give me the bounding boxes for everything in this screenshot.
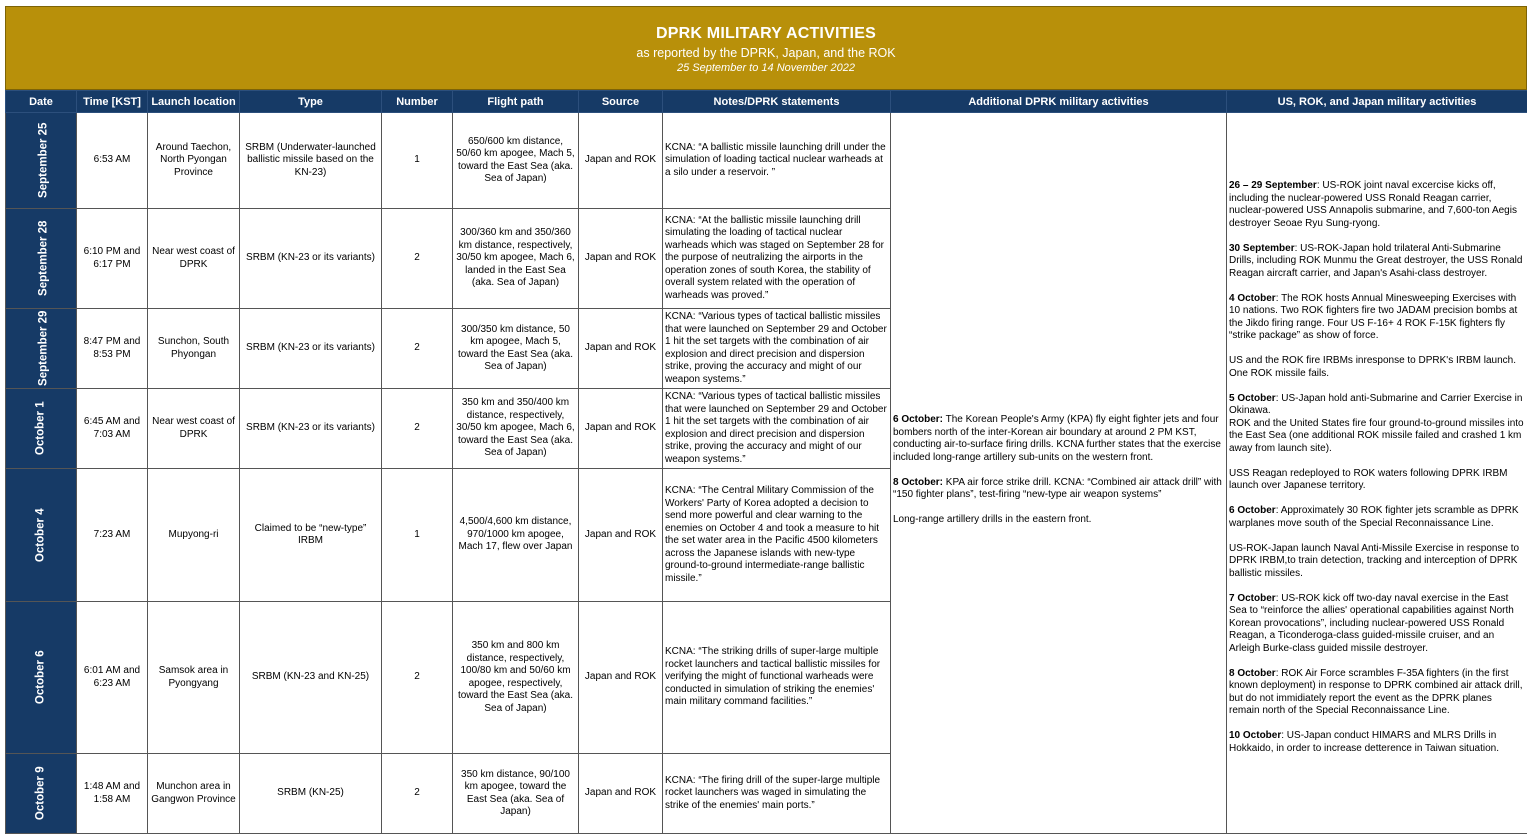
row-date: October 9 <box>34 766 47 821</box>
row-notes: KCNA: “The striking drills of super-large multiple rocket launchers and tactical ballistic missiles for verifying the might of functional warheads were conducted in simulation of striking the enemies' main military command facilities.” <box>663 602 891 754</box>
allied-entry <box>1229 668 1525 718</box>
row-notes: KCNA: “The firing drill of the super-large multiple rocket launchers was waged in simulating the strike of the enemies' main ports.” <box>663 754 891 834</box>
row-type: SRBM (KN-23 or its variants) <box>240 309 382 389</box>
allied-entry <box>1229 393 1525 418</box>
row-date: October 6 <box>34 650 47 705</box>
row-source: Japan and ROK <box>579 469 663 602</box>
title-banner <box>5 6 1527 90</box>
col-header-date: Date <box>6 91 77 113</box>
row-date: October 1 <box>34 401 47 456</box>
entry-date: 5 October <box>1229 392 1276 404</box>
additional-entry <box>893 514 1224 527</box>
row-number: 2 <box>382 209 453 309</box>
allied-activities <box>1227 113 1528 834</box>
row-type: SRBM (KN-23 or its variants) <box>240 389 382 469</box>
row-location: Near west coast of DPRK <box>148 389 240 469</box>
row-flight: 350 km and 800 km distance, respectively, 100/80 km and 50/60 km apogee, respectively, toward the East Sea (aka. Sea of Japan) <box>453 602 579 754</box>
entry-date: 6 October <box>1229 505 1276 516</box>
entry-text: : ROK Air Force scrambles F-35A fighters (in the first known deployment) in response to DPRK combined air attack drill, but do not immidiately report the event as the DPRK planes remain north of the Special Reconnaissance Line. <box>1229 667 1523 716</box>
row-location: Around Taechon, North Pyongan Province <box>148 113 240 209</box>
entry-text: : The ROK hosts Annual Minesweeping Exercises with 10 nations. Two ROK fighters fire two JADAM precision bombs at the Jikdo firing range. Four US F-16+ 4 ROK F-15K fighters fly “strike package” as show of force. <box>1229 292 1518 341</box>
allied-entry <box>1229 730 1525 755</box>
allied-entry <box>1229 180 1525 230</box>
row-date: September 29 <box>37 310 50 387</box>
entry-text: KPA air force strike drill. KCNA: “Combined air attack drill” with “150 fighter plans”, test-firing “new-type air weapon systems” <box>893 476 1222 500</box>
additional-entry <box>893 414 1224 464</box>
entry-date: 26 – 29 September <box>1229 180 1317 191</box>
entry-date: 6 October: <box>893 414 944 425</box>
row-time: 6:01 AM and 6:23 AM <box>77 602 148 754</box>
row-notes: KCNA: “Various types of tactical ballistic missiles that were launched on September 29 and October 1 hit the set targets with the combination of air explosion and direct precision and dispersion strike, proving the accuracy and might of our weapon systems.” <box>663 309 891 389</box>
row-source: Japan and ROK <box>579 602 663 754</box>
row-source: Japan and ROK <box>579 113 663 209</box>
entry-date: 8 October <box>1229 667 1276 679</box>
row-number: 2 <box>382 754 453 834</box>
report-frame <box>5 6 1527 836</box>
row-time: 8:47 PM and 8:53 PM <box>77 309 148 389</box>
entry-text: : US-Japan hold anti-Submarine and Carrier Exercise in Okinawa. <box>1229 392 1523 416</box>
row-location: Munchon area in Gangwon Province <box>148 754 240 834</box>
row-time: 6:53 AM <box>77 113 148 209</box>
row-date-cell <box>6 389 77 469</box>
page-subtitle: as reported by the DPRK, Japan, and the ROK <box>636 46 896 60</box>
header-row <box>6 91 1528 113</box>
row-flight: 650/600 km distance, 50/60 km apogee, Mach 5, toward the East Sea (aka. Sea of Japan) <box>453 113 579 209</box>
col-header-flight-path: Flight path <box>453 91 579 113</box>
page-title: DPRK MILITARY ACTIVITIES <box>656 25 876 42</box>
row-location: Sunchon, South Phyongan <box>148 309 240 389</box>
col-header-notes: Notes/DPRK statements <box>663 91 891 113</box>
row-notes: KCNA: “A ballistic missile launching drill under the simulation of loading tactical nuclear warheads at a silo under a reservoir. ” <box>663 113 891 209</box>
col-header-time: Time [KST] <box>77 91 148 113</box>
entry-text: : Approximately 30 ROK fighter jets scramble as DPRK warplanes move south of the Special Reconnaissance Line. <box>1229 505 1519 529</box>
row-notes: KCNA: “Various types of tactical ballistic missiles that were launched on September 29 and October 1 hit the set targets with the combination of air explosion and direct precision and dispersion strike, proving the accuracy and might of our weapon systems.” <box>663 389 891 469</box>
entry-text: : US-ROK kick off two-day naval exercise in the East Sea to “reinforce the allies' operational capabilities against North Korean provocations”, including nuclear-powered USS Ronald Reagan, a Ticonderoga-class guided-missile cruiser, and an Arleigh Burke-class guided missile destroyer. <box>1229 592 1514 654</box>
row-notes: KCNA: “The Central Military Commission of the Workers' Party of Korea adopted a decision to send more powerful and clear warning to the enemies on October 4 and took a measure to hit the set water area in the Pacific 4500 kilometers across the Japanese islands with new-type ground-to-ground intermediate-range ballistic missile.” <box>663 469 891 602</box>
allied-entry <box>1229 593 1525 656</box>
row-location: Mupyong-ri <box>148 469 240 602</box>
entry-text: US-ROK-Japan launch Naval Anti-Missile Exercise in response to DPRK IRBM,to train detection, tracking and interception of DPRK ballistic missiles. <box>1229 542 1520 579</box>
entry-text: : US-ROK joint naval excercise kicks off, including the nuclear-powered USS Ronald Reagan carrier, nuclear-powered USS Annapolis submarine, and 7,600-ton Aegis destroyer Seoae Ryu Sung-ryong. <box>1229 180 1517 229</box>
row-type: Claimed to be “new-type” IRBM <box>240 469 382 602</box>
entry-text: US and the ROK fire IRBMs inresponse to DPRK's IRBM launch. One ROK missile fails. <box>1229 355 1517 379</box>
col-header-source: Source <box>579 91 663 113</box>
row-flight: 300/350 km distance, 50 km apogee, Mach 5, toward the East Sea (aka. Sea of Japan) <box>453 309 579 389</box>
entry-date: 4 October <box>1229 292 1276 304</box>
row-type: SRBM (KN-25) <box>240 754 382 834</box>
table-row <box>6 113 1528 209</box>
row-date-cell <box>6 754 77 834</box>
entry-text: : US-ROK-Japan hold trilateral Anti-Submarine Drills, including ROK Munmu the Great destroyer, the USS Ronald Reagan aircraft carrier, and Japan's Asahi-class destroyer. <box>1229 242 1523 279</box>
entry-text: USS Reagan redeployed to ROK waters following DPRK IRBM launch over Japanese territory. <box>1229 467 1508 491</box>
row-date: September 25 <box>37 122 50 199</box>
row-time: 1:48 AM and 1:58 AM <box>77 754 148 834</box>
row-type: SRBM (KN-23 and KN-25) <box>240 602 382 754</box>
row-source: Japan and ROK <box>579 754 663 834</box>
row-date-cell <box>6 469 77 602</box>
activities-table <box>5 90 1527 834</box>
col-header-allied: US, ROK, and Japan military activities <box>1227 91 1528 113</box>
row-time: 6:45 AM and 7:03 AM <box>77 389 148 469</box>
entry-date: 30 September <box>1229 242 1295 254</box>
additional-entry <box>893 477 1224 502</box>
row-date: October 4 <box>34 508 47 562</box>
row-number: 1 <box>382 113 453 209</box>
row-time: 6:10 PM and 6:17 PM <box>77 209 148 309</box>
row-source: Japan and ROK <box>579 309 663 389</box>
row-date-cell <box>6 602 77 754</box>
entry-text: : US-Japan conduct HIMARS and MLRS Drills in Hokkaido, in order to increase detterence in Taiwan situation. <box>1229 730 1499 754</box>
allied-entry <box>1229 243 1525 281</box>
entry-date: 7 October <box>1229 592 1276 604</box>
col-header-location: Launch location <box>148 91 240 113</box>
allied-entry <box>1229 418 1525 456</box>
additional-dprk-activities <box>891 113 1227 834</box>
col-header-additional: Additional DPRK military activities <box>891 91 1227 113</box>
entry-date: 10 October <box>1229 730 1282 741</box>
entry-text: Long-range artillery drills in the eastern front. <box>893 514 1092 525</box>
row-date: September 28 <box>37 220 50 297</box>
row-source: Japan and ROK <box>579 209 663 309</box>
entry-date: 8 October: <box>893 476 944 488</box>
row-type: SRBM (Underwater-launched ballistic missile based on the KN-23) <box>240 113 382 209</box>
row-flight: 350 km and 350/400 km distance, respectively, 30/50 km apogee, Mach 6, toward the East Sea (aka. Sea of Japan) <box>453 389 579 469</box>
row-notes: KCNA: “At the ballistic missile launching drill simulating the loading of tactical nuclear warheads which was staged on September 28 for the purpose of neutralizing the airports in the operation zones of south Korea, the stability of overall system related with the operation of warheads was proved.” <box>663 209 891 309</box>
row-type: SRBM (KN-23 or its variants) <box>240 209 382 309</box>
col-header-type: Type <box>240 91 382 113</box>
row-number: 2 <box>382 309 453 389</box>
row-date-cell <box>6 209 77 309</box>
allied-entry <box>1229 468 1525 493</box>
row-date-cell <box>6 113 77 209</box>
row-date-cell <box>6 309 77 389</box>
allied-entry <box>1229 355 1525 380</box>
row-location: Near west coast of DPRK <box>148 209 240 309</box>
row-number: 2 <box>382 389 453 469</box>
allied-entry <box>1229 293 1525 343</box>
date-range: 25 September to 14 November 2022 <box>677 62 855 74</box>
row-location: Samsok area in Pyongyang <box>148 602 240 754</box>
row-number: 1 <box>382 469 453 602</box>
allied-entry <box>1229 505 1525 530</box>
row-time: 7:23 AM <box>77 469 148 602</box>
col-header-number: Number <box>382 91 453 113</box>
row-flight: 300/360 km and 350/360 km distance, respectively, 30/50 km apogee, Mach 6, landed in the East Sea (aka. Sea of Japan) <box>453 209 579 309</box>
row-flight: 350 km distance, 90/100 km apogee, toward the East Sea (aka. Sea of Japan) <box>453 754 579 834</box>
row-source: Japan and ROK <box>579 389 663 469</box>
allied-entry <box>1229 543 1525 581</box>
entry-text: The Korean People's Army (KPA) fly eight fighter jets and four bombers north of the inter-Korean air boundary at around 2 PM KST, conducting air-to-surface firing drills. KCNA further states that the exercise included long-range artillery sub-units on the western front. <box>893 414 1221 463</box>
entry-text: ROK and the United States fire four ground-to-ground missiles into the East Sea (one additional ROK missile failed and crashed 1 km away from launch site). <box>1229 417 1524 454</box>
row-number: 2 <box>382 602 453 754</box>
row-flight: 4,500/4,600 km distance, 970/1000 km apogee, Mach 17, flew over Japan <box>453 469 579 602</box>
